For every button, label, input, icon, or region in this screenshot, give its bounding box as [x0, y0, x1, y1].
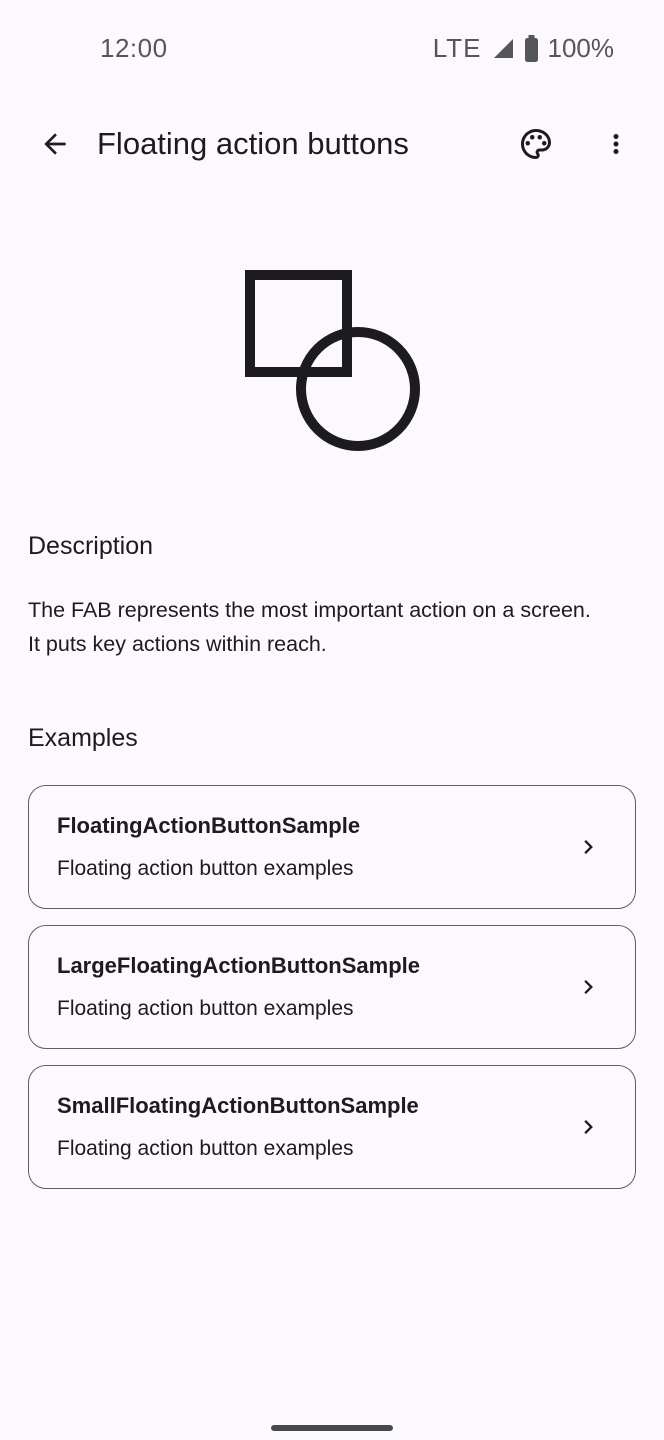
status-time: 12:00 — [100, 32, 168, 63]
page-title: Floating action buttons — [97, 126, 409, 161]
status-bar — [0, 0, 664, 90]
examples-heading: Examples — [28, 724, 138, 752]
more-vert-icon — [601, 129, 631, 159]
network-type-label: LTE — [432, 32, 482, 63]
theme-picker-button[interactable] — [514, 122, 558, 166]
arrow-back-icon — [39, 128, 71, 160]
chevron-right-icon — [575, 973, 603, 1001]
example-title: SmallFloatingActionButtonSample — [57, 1092, 419, 1118]
battery-percent-label: 100% — [547, 32, 614, 63]
examples-list — [28, 785, 636, 1189]
example-title: LargeFloatingActionButtonSample — [57, 952, 420, 978]
example-card-small-floating-action-button-sample[interactable] — [28, 1065, 636, 1189]
hero-illustration — [0, 270, 664, 451]
signal-strength-icon — [491, 36, 515, 60]
square-circle-outline-icon — [245, 270, 420, 451]
page-content — [0, 531, 664, 1189]
description-heading: Description — [28, 532, 154, 560]
description-body: The FAB represents the most important action on a screen. It puts key actions within reach. — [28, 598, 591, 656]
back-button[interactable] — [33, 122, 77, 166]
example-title: FloatingActionButtonSample — [57, 812, 361, 838]
example-card-floating-action-button-sample[interactable] — [28, 785, 636, 909]
example-subtitle: Floating action button examples — [57, 856, 354, 880]
chevron-right-icon — [575, 1113, 603, 1141]
bottom-system-strip — [0, 1406, 664, 1440]
example-card-large-floating-action-button-sample[interactable] — [28, 925, 636, 1049]
top-app-bar — [0, 90, 664, 186]
overflow-menu-button[interactable] — [594, 122, 638, 166]
gesture-navigation-handle[interactable] — [271, 1425, 393, 1431]
example-subtitle: Floating action button examples — [57, 996, 354, 1020]
battery-icon — [524, 35, 539, 62]
palette-icon — [518, 126, 554, 162]
app-bar-actions — [514, 122, 638, 166]
example-subtitle: Floating action button examples — [57, 1136, 354, 1160]
status-right-icons — [433, 33, 614, 64]
chevron-right-icon — [575, 833, 603, 861]
